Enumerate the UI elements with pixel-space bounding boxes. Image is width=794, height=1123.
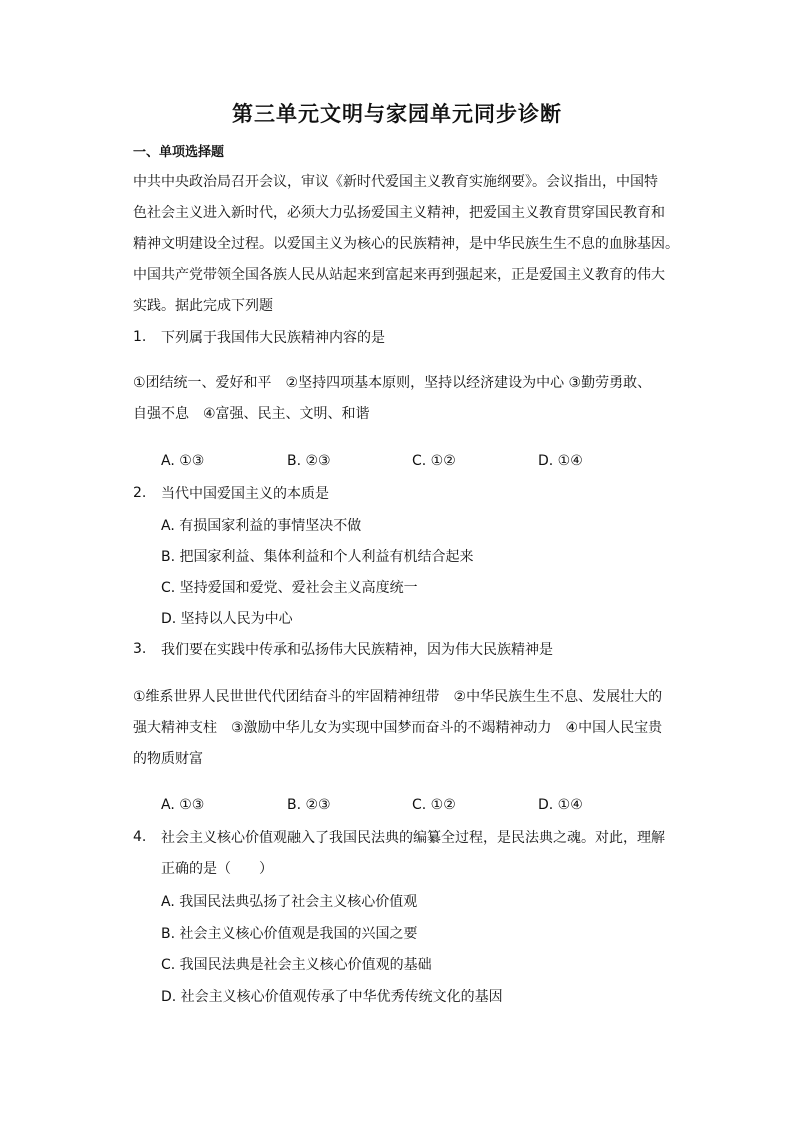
option-c[interactable]: C. ①② xyxy=(412,453,456,469)
question-stem: 下列属于我国伟大民族精神内容的是 xyxy=(161,330,385,346)
option-d[interactable]: D. 坚持以人民为中心 xyxy=(161,611,293,627)
question-stem: 社会主义核心价值观融入了我国民法典的编纂全过程，是民法典之魂。对此，理解 xyxy=(161,830,665,846)
question-stem: 我们要在实践中传承和弘扬伟大民族精神，因为伟大民族精神是 xyxy=(161,642,553,658)
option-c[interactable]: C. 坚持爱国和爱党、爱社会主义高度统一 xyxy=(161,580,418,596)
question-stem: 正确的是（ ） xyxy=(161,861,273,877)
question-statement: 的物质财富 xyxy=(133,751,203,767)
option-b[interactable]: B. 把国家利益、集体利益和个人利益有机结合起来 xyxy=(161,549,474,565)
option-d[interactable]: D. 社会主义核心价值观传承了中华优秀传统文化的基因 xyxy=(161,989,503,1005)
question-statement: 强大精神支柱 ③激励中华儿女为实现中国梦而奋斗的不竭精神动力 ④中国人民宝贵 xyxy=(133,720,663,736)
intro-line: 中共中央政治局召开会议，审议《新时代爱国主义教育实施纲要》。会议指出，中国特 xyxy=(133,174,658,190)
option-a[interactable]: A. 我国民法典弘扬了社会主义核心价值观 xyxy=(161,894,418,910)
question-statement: ①团结统一、爱好和平 ②坚持四项基本原则，坚持以经济建设为中心 ③勤劳勇敢、 xyxy=(133,375,652,391)
option-a[interactable]: A. 有损国家利益的事情坚决不做 xyxy=(161,518,362,534)
intro-line: 实践。据此完成下列题 xyxy=(133,298,273,314)
intro-line: 色社会主义进入新时代，必须大力弘扬爱国主义精神，把爱国主义教育贯穿国民教育和 xyxy=(133,205,665,221)
question-statement: ①维系世界人民世世代代团结奋斗的牢固精神纽带 ②中华民族生生不息、发展壮大的 xyxy=(133,689,663,705)
question-number: 3. xyxy=(133,641,147,657)
question-number: 4. xyxy=(133,829,147,845)
question-statement: 自强不息 ④富强、民主、文明、和谐 xyxy=(133,406,370,422)
intro-line: 中国共产党带领全国各族人民从站起来到富起来再到强起来，正是爱国主义教育的伟大 xyxy=(133,267,665,283)
option-b[interactable]: B. ②③ xyxy=(287,453,331,469)
option-d[interactable]: D. ①④ xyxy=(538,797,583,813)
question-stem: 当代中国爱国主义的本质是 xyxy=(161,486,329,502)
option-c[interactable]: C. ①② xyxy=(412,797,456,813)
option-a[interactable]: A. ①③ xyxy=(161,797,205,813)
option-a[interactable]: A. ①③ xyxy=(161,453,205,469)
page-title: 第三单元文明与家园单元同步诊断 xyxy=(232,101,562,126)
option-c[interactable]: C. 我国民法典是社会主义核心价值观的基础 xyxy=(161,957,432,973)
question-number: 2. xyxy=(133,485,147,501)
question-number: 1. xyxy=(133,329,147,345)
option-b[interactable]: B. 社会主义核心价值观是我国的兴国之要 xyxy=(161,926,418,942)
option-d[interactable]: D. ①④ xyxy=(538,453,583,469)
option-b[interactable]: B. ②③ xyxy=(287,797,331,813)
section-heading: 一、单项选择题 xyxy=(133,145,225,160)
intro-line: 精神文明建设全过程。以爱国主义为核心的民族精神，是中华民族生生不息的血脉基因。 xyxy=(133,236,679,252)
